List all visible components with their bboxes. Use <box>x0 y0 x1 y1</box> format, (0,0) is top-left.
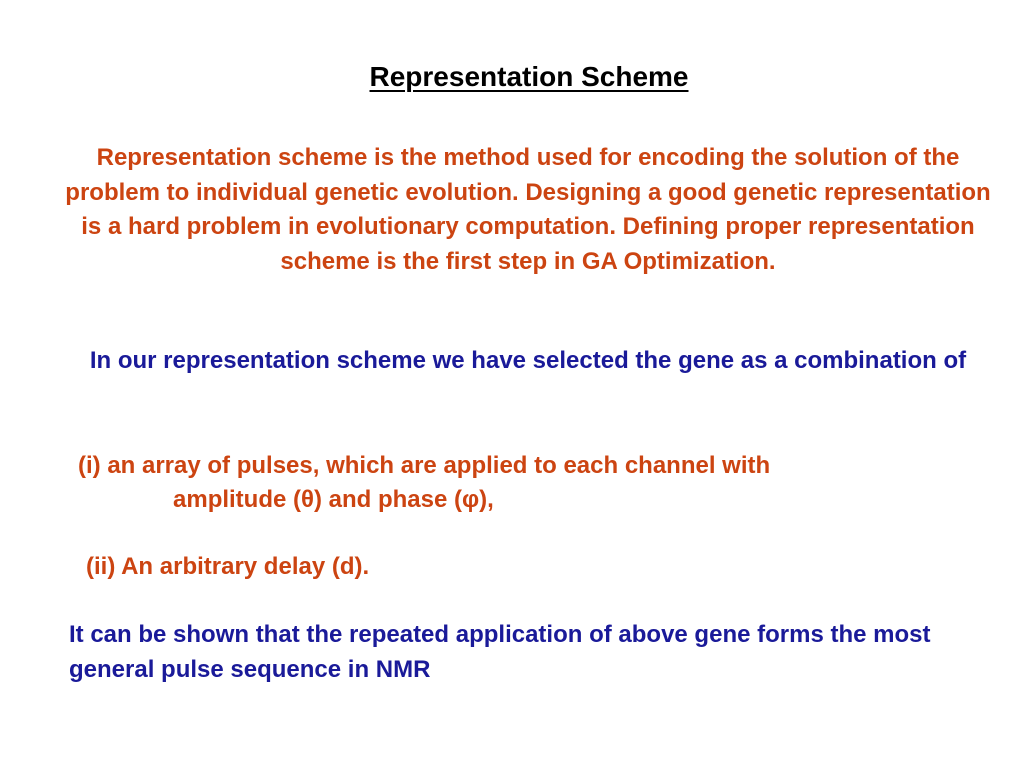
list-item-1 <box>78 449 978 517</box>
list-item-2: (ii) An arbitrary delay (d). <box>86 553 370 580</box>
conclusion-paragraph: It can be shown that the repeated application of above gene forms the most general pulse sequence in NMR <box>69 621 931 683</box>
intro-paragraph: Representation scheme is the method used for encoding the solution of the problem to individual genetic evolution. Designing a good genetic representation is a hard problem in evolutionary computation. Defining proper representation scheme is the first step in GA Optimization. <box>65 144 991 275</box>
list-item-1-line1: (i) an array of pulses, which are applied to each channel with <box>78 452 771 479</box>
combination-paragraph: In our representation scheme we have selected the gene as a combination of <box>89 347 967 374</box>
list-item-1-line2: amplitude (θ) and phase (φ), <box>173 486 494 513</box>
slide-title: Representation Scheme <box>369 61 689 92</box>
